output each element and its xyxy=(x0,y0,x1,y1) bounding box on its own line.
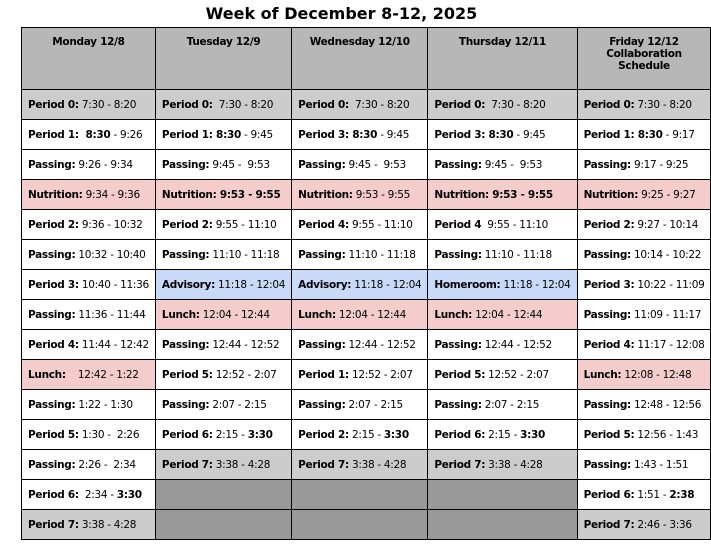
schedule-cell xyxy=(22,240,156,270)
block-label: Period 6: xyxy=(434,428,486,441)
schedule-cell xyxy=(22,480,156,510)
schedule-cell xyxy=(155,210,291,240)
table-row xyxy=(22,420,711,450)
schedule-cell xyxy=(577,420,711,450)
block-time: 12:48 - 12:56 xyxy=(630,398,702,411)
schedule-cell xyxy=(292,270,428,300)
schedule-cell xyxy=(22,420,156,450)
schedule-cell xyxy=(155,390,291,420)
block-time: 9:36 - 10:32 xyxy=(78,218,143,231)
block-time: 2:15 - xyxy=(212,428,248,441)
block-time: 2:15 - xyxy=(348,428,384,441)
schedule-cell xyxy=(428,120,577,150)
table-row xyxy=(22,360,711,390)
day-header: Wednesday 12/10 xyxy=(292,28,428,90)
block-time: 9:45 - 9:53 xyxy=(481,158,543,171)
block-time: 1:43 - 1:51 xyxy=(630,458,689,471)
block-time: 7:30 - 8:20 xyxy=(348,98,410,111)
block-time: 12:52 - 2:07 xyxy=(348,368,413,381)
schedule-cell xyxy=(292,210,428,240)
block-time: 11:18 - 12:04 xyxy=(500,278,571,291)
block-time: 9:53 - 9:55 xyxy=(352,188,411,201)
block-label: Period 7: xyxy=(161,458,213,471)
block-time: 12:44 - 12:52 xyxy=(481,338,552,351)
schedule-cell xyxy=(577,480,711,510)
block-time: 11:18 - 12:04 xyxy=(215,278,286,291)
schedule-cell xyxy=(428,300,577,330)
block-end-time: 2:38 xyxy=(669,488,695,501)
empty-cell xyxy=(428,510,577,540)
schedule-cell xyxy=(292,120,428,150)
block-time: 3:38 - 4:28 xyxy=(212,458,271,471)
block-label: Lunch: xyxy=(28,368,66,381)
block-label: Period 4: xyxy=(28,338,79,351)
schedule-cell xyxy=(428,420,577,450)
block-label: Passing: xyxy=(434,398,482,411)
block-label: Period 1: 8:30 xyxy=(28,128,111,141)
block-time: 3:38 - 4:28 xyxy=(78,518,137,531)
schedule-cell xyxy=(155,90,291,120)
schedule-cell xyxy=(577,510,711,540)
block-time: 7:30 - 8:20 xyxy=(485,98,546,111)
block-label: Period 5: xyxy=(28,428,79,441)
block-label: Period 7: xyxy=(434,458,486,471)
block-time: 2:07 - 2:15 xyxy=(345,398,403,411)
block-time: 1:51 - xyxy=(634,488,670,501)
block-label: Passing: xyxy=(583,458,631,471)
table-row xyxy=(22,450,711,480)
schedule-cell xyxy=(22,210,156,240)
block-end-time: 3:30 xyxy=(247,428,273,441)
block-time: 11:09 - 11:17 xyxy=(630,308,702,321)
block-time: 12:56 - 1:43 xyxy=(634,428,699,441)
block-time: 10:32 - 10:40 xyxy=(75,248,146,261)
block-time: 9:26 - 9:34 xyxy=(75,158,133,171)
block-label: Passing: xyxy=(161,338,210,351)
table-row xyxy=(22,180,711,210)
block-label: Advisory: xyxy=(161,278,215,291)
empty-cell xyxy=(155,510,291,540)
block-time: 11:10 - 11:18 xyxy=(345,248,416,261)
block-time: 9:55 - 11:10 xyxy=(348,218,413,231)
block-label: Period 5: xyxy=(161,368,213,381)
block-time: 2:15 - xyxy=(485,428,521,441)
schedule-cell xyxy=(22,330,156,360)
block-label: Passing: xyxy=(434,338,482,351)
block-label: Nutrition: xyxy=(28,188,83,201)
schedule-cell xyxy=(22,450,156,480)
block-label: Period 3: xyxy=(28,278,79,291)
block-time: 1:30 - 2:26 xyxy=(78,428,140,441)
block-label: Period 0: xyxy=(28,98,79,111)
block-label: Passing: xyxy=(583,398,631,411)
schedule-cell xyxy=(22,120,156,150)
day-header: Thursday 12/11 xyxy=(428,28,577,90)
block-label: Period 1: 8:30 xyxy=(583,128,663,141)
table-row xyxy=(22,120,711,150)
block-label: Lunch: xyxy=(298,308,336,321)
schedule-cell xyxy=(155,180,291,210)
block-time: - 9:45 xyxy=(513,128,546,141)
block-label: Period 3: xyxy=(583,278,635,291)
block-time: 12:44 - 12:52 xyxy=(345,338,416,351)
block-label: Period 6: xyxy=(28,488,79,501)
block-label: Passing: xyxy=(583,308,631,321)
block-label: Passing: xyxy=(434,248,482,261)
block-label: Nutrition: 9:53 - 9:55 xyxy=(434,188,553,201)
block-time: 12:04 - 12:44 xyxy=(199,308,270,321)
block-end-time: 3:30 xyxy=(383,428,409,441)
block-label: Period 2: xyxy=(161,218,213,231)
table-row xyxy=(22,300,711,330)
table-row xyxy=(22,150,711,180)
block-label: Nutrition: 9:53 - 9:55 xyxy=(161,188,281,201)
schedule-cell xyxy=(577,390,711,420)
schedule-cell xyxy=(428,450,577,480)
block-time: 11:44 - 12:42 xyxy=(78,338,149,351)
block-time: 9:17 - 9:25 xyxy=(630,158,689,171)
schedule-cell xyxy=(22,150,156,180)
block-label: Period 1: xyxy=(298,368,349,381)
block-time: 2:07 - 2:15 xyxy=(481,398,540,411)
block-label: Period 5: xyxy=(583,428,635,441)
block-label: Passing: xyxy=(28,398,76,411)
table-row xyxy=(22,210,711,240)
schedule-cell xyxy=(22,180,156,210)
schedule-cell xyxy=(155,330,291,360)
block-time: 2:34 - xyxy=(78,488,117,501)
block-time: - 9:17 xyxy=(662,128,695,141)
schedule-cell xyxy=(22,360,156,390)
schedule-cell xyxy=(577,120,711,150)
schedule-cell xyxy=(155,240,291,270)
schedule-cell xyxy=(292,360,428,390)
schedule-cell xyxy=(155,150,291,180)
block-label: Passing: xyxy=(298,248,346,261)
block-label: Passing: xyxy=(298,338,346,351)
schedule-cell xyxy=(428,150,577,180)
block-label: Passing: xyxy=(161,248,210,261)
schedule-cell xyxy=(577,270,711,300)
schedule-cell xyxy=(428,240,577,270)
block-time: 9:45 - 9:53 xyxy=(209,158,270,171)
block-end-time: 3:30 xyxy=(116,488,142,501)
block-label: Period 1: 8:30 xyxy=(161,128,241,141)
block-time: 3:38 - 4:28 xyxy=(348,458,407,471)
block-label: Passing: xyxy=(161,158,210,171)
block-time: 12:04 - 12:44 xyxy=(335,308,406,321)
schedule-cell xyxy=(292,450,428,480)
schedule-cell xyxy=(577,180,711,210)
block-time: 1:22 - 1:30 xyxy=(75,398,133,411)
day-header: Friday 12/12 Collaboration Schedule xyxy=(577,28,711,90)
block-time: 10:22 - 11:09 xyxy=(634,278,705,291)
schedule-cell xyxy=(428,210,577,240)
schedule-cell xyxy=(292,150,428,180)
schedule-cell xyxy=(577,210,711,240)
schedule-cell xyxy=(292,390,428,420)
block-label: Period 3: 8:30 xyxy=(298,128,378,141)
block-label: Passing: xyxy=(434,158,482,171)
block-time: 12:04 - 12:44 xyxy=(472,308,543,321)
schedule-cell xyxy=(292,420,428,450)
block-time: 11:18 - 12:04 xyxy=(351,278,422,291)
block-label: Period 4: xyxy=(298,218,349,231)
schedule-cell xyxy=(577,450,711,480)
schedule-table xyxy=(21,27,711,540)
empty-cell xyxy=(292,510,428,540)
schedule-cell xyxy=(155,120,291,150)
block-time: 2:26 - 2:34 xyxy=(75,458,136,471)
schedule-cell xyxy=(292,180,428,210)
table-row xyxy=(22,90,711,120)
block-label: Period 0: xyxy=(583,98,635,111)
block-label: Lunch: xyxy=(434,308,473,321)
schedule-cell xyxy=(428,270,577,300)
block-label: Period 0: xyxy=(161,98,213,111)
block-label: Period 6: xyxy=(583,488,635,501)
block-time: 10:40 - 11:36 xyxy=(78,278,149,291)
block-label: Period 7: xyxy=(28,518,79,531)
block-label: Period 3: 8:30 xyxy=(434,128,514,141)
empty-cell xyxy=(155,480,291,510)
block-time: - 9:26 xyxy=(110,128,143,141)
block-label: Period 0: xyxy=(434,98,486,111)
schedule-cell xyxy=(577,330,711,360)
schedule-cell xyxy=(292,240,428,270)
block-label: Homeroom: xyxy=(434,278,501,291)
block-label: Passing: xyxy=(161,398,210,411)
schedule-cell xyxy=(428,330,577,360)
block-label: Nutrition: xyxy=(583,188,639,201)
block-time: 9:27 - 10:14 xyxy=(634,218,699,231)
schedule-cell xyxy=(22,270,156,300)
block-label: Advisory: xyxy=(298,278,352,291)
block-time: 12:52 - 2:07 xyxy=(485,368,549,381)
block-time: 11:10 - 11:18 xyxy=(481,248,552,261)
empty-cell xyxy=(428,480,577,510)
block-label: Period 6: xyxy=(161,428,213,441)
block-label: Passing: xyxy=(28,308,76,321)
block-label: Passing: xyxy=(28,158,76,171)
schedule-cell xyxy=(292,300,428,330)
block-label: Passing: xyxy=(583,248,631,261)
block-label: Lunch: xyxy=(161,308,200,321)
empty-cell xyxy=(292,480,428,510)
block-time: 12:52 - 2:07 xyxy=(212,368,277,381)
block-time: 9:55 - 11:10 xyxy=(481,218,548,231)
day-header: Monday 12/8 xyxy=(22,28,156,90)
schedule-cell xyxy=(577,150,711,180)
block-time: 9:34 - 9:36 xyxy=(82,188,140,201)
schedule-cell xyxy=(155,420,291,450)
schedule-cell xyxy=(155,360,291,390)
schedule-cell xyxy=(292,90,428,120)
block-label: Period 2: xyxy=(298,428,349,441)
schedule-cell xyxy=(155,270,291,300)
schedule-cell xyxy=(428,390,577,420)
schedule-cell xyxy=(428,180,577,210)
schedule-cell xyxy=(22,510,156,540)
table-row xyxy=(22,240,711,270)
block-label: Period 5: xyxy=(434,368,486,381)
block-time: 2:46 - 3:36 xyxy=(634,518,692,531)
block-label: Period 4 xyxy=(434,218,482,231)
block-label: Period 2: xyxy=(28,218,79,231)
table-row xyxy=(22,390,711,420)
block-label: Lunch: xyxy=(583,368,622,381)
schedule-cell xyxy=(292,330,428,360)
block-label: Nutrition: xyxy=(298,188,353,201)
block-label: Passing: xyxy=(28,458,76,471)
schedule-cell xyxy=(428,90,577,120)
block-time: 12:42 - 1:22 xyxy=(65,368,139,381)
block-label: Period 4: xyxy=(583,338,635,351)
table-row xyxy=(22,480,711,510)
block-time: 7:30 - 8:20 xyxy=(78,98,137,111)
table-row xyxy=(22,270,711,300)
day-header: Tuesday 12/9 xyxy=(155,28,291,90)
block-end-time: 3:30 xyxy=(520,428,546,441)
block-label: Period 0: xyxy=(298,98,349,111)
block-time: 12:44 - 12:52 xyxy=(209,338,280,351)
block-label: Passing: xyxy=(583,158,631,171)
schedule-cell xyxy=(428,360,577,390)
table-row xyxy=(22,510,711,540)
block-time: 11:10 - 11:18 xyxy=(209,248,280,261)
schedule-cell xyxy=(577,90,711,120)
block-time: 11:36 - 11:44 xyxy=(75,308,146,321)
block-time: - 9:45 xyxy=(377,128,410,141)
block-label: Passing: xyxy=(298,398,346,411)
schedule-cell xyxy=(155,300,291,330)
block-time: 9:55 - 11:10 xyxy=(212,218,277,231)
block-time: 11:17 - 12:08 xyxy=(634,338,705,351)
block-time: 9:25 - 9:27 xyxy=(638,188,696,201)
block-label: Period 7: xyxy=(583,518,635,531)
schedule-cell xyxy=(577,360,711,390)
block-label: Passing: xyxy=(298,158,346,171)
page-title: Week of December 8-12, 2025 xyxy=(205,4,478,23)
block-label: Period 7: xyxy=(298,458,349,471)
block-time: 2:07 - 2:15 xyxy=(209,398,267,411)
block-time: - 9:45 xyxy=(240,128,273,141)
schedule-cell xyxy=(22,390,156,420)
schedule-cell xyxy=(155,450,291,480)
table-row xyxy=(22,330,711,360)
block-time: 7:30 - 8:20 xyxy=(634,98,692,111)
header-row xyxy=(22,28,711,90)
block-time: 9:45 - 9:53 xyxy=(345,158,406,171)
block-time: 7:30 - 8:20 xyxy=(212,98,274,111)
schedule-cell xyxy=(22,90,156,120)
schedule-cell xyxy=(22,300,156,330)
schedule-cell xyxy=(577,300,711,330)
block-label: Period 2: xyxy=(583,218,635,231)
schedule-cell xyxy=(577,240,711,270)
block-time: 12:08 - 12:48 xyxy=(621,368,692,381)
block-time: 10:14 - 10:22 xyxy=(630,248,702,261)
block-time: 3:38 - 4:28 xyxy=(485,458,543,471)
block-label: Passing: xyxy=(28,248,76,261)
